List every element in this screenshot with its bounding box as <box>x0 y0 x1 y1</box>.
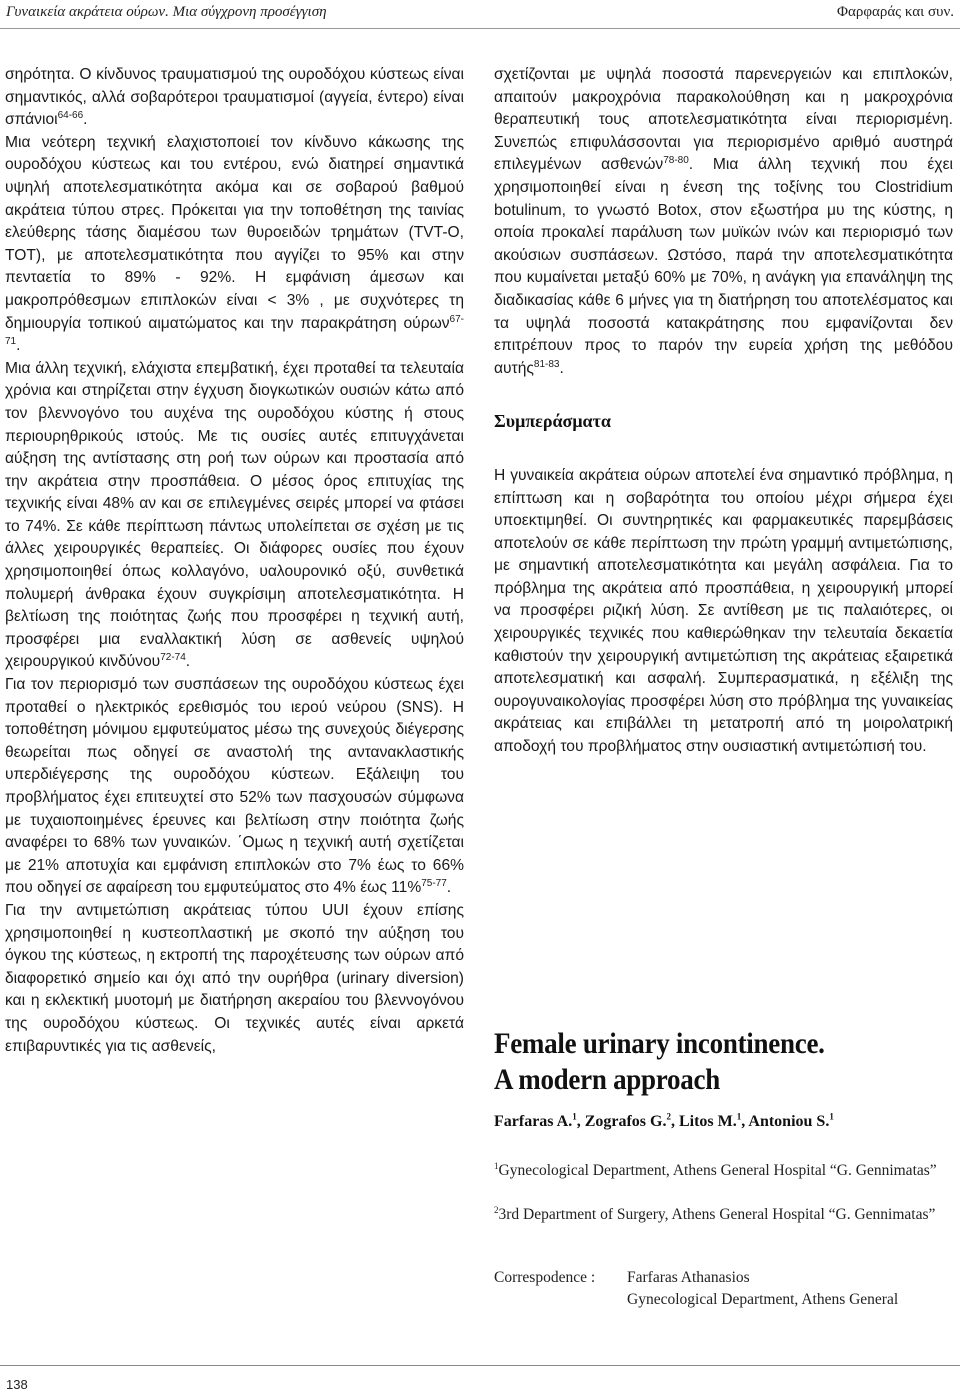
english-title <box>494 1026 908 1098</box>
citation: 72-74 <box>160 652 186 664</box>
author: Zografos G.$^2$, <box>584 1111 679 1130</box>
citation: 64-66 <box>57 110 84 121</box>
right-column <box>494 64 953 759</box>
running-authors: Φαρφαράς και συν. <box>837 4 954 20</box>
correspondence-department: Gynecological Department, Athens General <box>627 1291 899 1308</box>
citation: 78-80 <box>663 155 689 167</box>
running-header <box>0 0 960 24</box>
author: Antoniou S.$^1$ <box>748 1111 834 1130</box>
left-column <box>5 64 464 1058</box>
citation: 81-83 <box>533 358 560 370</box>
english-title-line: A modern approach <box>494 1063 720 1096</box>
paragraph: Η γυναικεία ακράτεια ούρων αποτελεί ένα σημαντικό πρόβλημα, η επίπτωση και η σοβαρότητα του οποίου μέχρι σήμερα έχει υποεκτιμηθεί. Οι συντηρητικές και φαρμακευτικές παρεμβάσεις αποτελούν σε κάθε περίπτωση την πρώτη γραμμή αντιμετώπισης, με σημαντική αποτελεσματικότητα και μεγάλη ασφάλεια. Για το πρόβλημα της ακράτεια από προσπάθεια, η χειρουργική μπορεί να προσφέρει ριζική λύση. Σε αντίθεση με τις παλαιότερες, οι χειρουργικές τεχνικές που καθιερώθηκαν την τελευταία δεκαετία καθιστούν την χειρουργική αντιμετώπιση της ακράτειας εξαιρετικά αποτελεσματική και ασφαλή. Συμπερασματικά, η εξέλιξη της ουρογυναικολογίας προσφέρει λύση στο πρόβλημα της γυναικείας ακράτειας και επιβάλλει τη μετατροπή από τη μοιρολατρική αποδοχή του προβλήματος στην ουσιαστική αντιμετώπισή του. <box>494 466 953 756</box>
english-title-line: Female urinary incontinence. <box>494 1027 825 1060</box>
running-title: Γυναικεία ακράτεια ούρων. Μια σύγχρονη προσέγγιση <box>6 4 327 20</box>
paragraph: Μια άλλη τεχνική, ελάχιστα επεμβατική, έχει προταθεί τα τελευταία χρόνια και στηρίζεται στην έγχυση διογκωτικών ουσιών κάτω από τον βλεννογόνο του αυχένα της ουροδόχου κύστης ή στους περιουρηθρικούς ιστούς. Με τις ουσίες αυτές επιτυγχάνεται αύξηση της αντίστασης στη ροή των ούρων και προστασία από την ακράτεια στην προσπάθεια. Ο μέσος όρος επιτυχίας της τεχνικής είναι 48% αν και σε επιλεγμένες σειρές μπορεί να φτάσει το 74%. Σε κάθε περίπτωση πάντως υπολείπεται σε σχέση με τις άλλες χειρουργικές θεραπείες. Οι διάφορες ουσίες που έχουν χρησιμοποιηθεί όπως κολλαγόνο, υαλουρονικό οξύ, συνθετικά πολυμερή άνθρακα έχουν συγκρίσιμη αποτελεσματικότητα. Η βελτίωση της ποιότητας ζωής που προσφέρει η τεχνική αυτή, προσφέρει μια εναλλακτική λύση σε ασθενείς υψηλού χειρουργικού κινδύνου$^{72-74}$. <box>5 359 464 671</box>
paragraph: Για την αντιμετώπιση ακράτειας τύπου UUI έχουν επίσης χρησιμοποιηθεί η κυστεοπλαστική με σκοπό την αύξηση του όγκου της κύστεως, η εκτροπή της παροχέτευσης των ούρων από διαφορετικό σημείο και όχι από την ουρήθρα (urinary diversion) και η εκλεκτική μυοτομή με διατήρηση ακεραίου του βλεννογόνου της ουροδόχου κύστεως. Οι τεχνικές αυτές είναι αρκετά επιβαρυντικές για τις ασθενείς, <box>5 901 464 1055</box>
citation: 67-71 <box>5 313 464 347</box>
citation: 75-77 <box>421 878 447 890</box>
section-heading-conclusions: Συμπεράσματα <box>494 411 611 432</box>
header-divider <box>0 28 960 29</box>
author: Farfaras A.$^1$, <box>494 1111 585 1130</box>
footer-divider <box>0 1365 960 1366</box>
correspondence-name: Farfaras Athanasios <box>627 1269 750 1286</box>
page-number: 138 <box>6 1377 28 1392</box>
author: Litos M.$^1$, <box>678 1111 749 1130</box>
affiliation-1: $^1$Gynecological Department, Athens General Hospital “G. Gennimatas” <box>494 1160 937 1179</box>
paragraph: Για τον περιορισμό των συσπάσεων της ουροδόχου κύστεως έχει προταθεί ο ηλεκτρικός ερεθισμός του ιερού νεύρου (SNS). Η τοποθέτηση μόνιμου εμφυτεύματος μέσω της συνεχούς διέγερσης θεωρείται πως οδηγεί σε αναστολή της αντανακλαστικής υπερδιέγερσης της ουροδόχου κύστεων. Εξάλειψη του προβλήματος έχει επιτευχτεί στο 52% των πασχουσών σύμφωνα με τυχαιοποιημένες έρευνες και βελτίωση στην ποιότητα ζωής αναφέρει το 68% των γυναικών. ΄Ομως η τεχνική αυτή σχετίζεται με 21% αποτυχία και εμφάνιση επιπλοκών στο 7% έως το 66% που οδηγεί σε αφαίρεση του εμφυτεύματος στο 4% έως 11%$^{75-77}$. <box>5 676 464 897</box>
paragraph: σηρότητα. Ο κίνδυνος τραυματισμού της ουροδόχου κύστεως είναι σημαντικός, αλλά σοβαρότεροι τραυματισμοί (αγγεία, έντερο) είναι σπάνιοι$^{64-66}$. <box>5 66 464 129</box>
affiliation-2: $^2$3rd Department of Surgery, Athens General Hospital “G. Gennimatas” <box>494 1204 936 1223</box>
paragraph: Μια νεότερη τεχνική ελαχιστοποιεί τον κίνδυνο κάκωσης της ουροδόχου κύστεως και του εντέρου, ενώ διατηρεί σημαντικά υψηλή αποτελεσματικότητα ακόμα και σε σοβαρού βαθμού ακράτεια τύπου στρες. Πρόκειται για την τοποθέτηση της ταινίας ελεύθερης τάσης διαμέσου των θυροειδών τρημάτων (TVT-O, TOT), με αποτελεσματικότητα που αγγίζει το 95% και στην πενταετία το 89% - 92%. Η εμφάνιση άμεσων και μακροπρόθεσμων επιπλοκών είναι < 3% , με συχνότερες τη δημιουργία τοπικού αιματώματος και την παρακράτηση ούρων$^{67-71}$. <box>5 133 464 355</box>
author-list <box>494 1113 834 1131</box>
correspondence-label: Correspodence : <box>494 1269 596 1286</box>
paragraph: σχετίζονται με υψηλά ποσοστά παρενεργειών και επιπλοκών, απαιτούν μακροχρόνια παρακολούθηση και η μακροχρόνια θεραπευτική τους αποτελεσματικότητα είναι περιορισμένη. Συνεπώς επιφυλάσσονται για περιορισμένο αριθμό αυστηρά επιλεγμένων ασθενών$^{78-80}$. Μια άλλη τεχνική που έχει χρησιμοποιηθεί είναι η ένεση της τοξίνης του Clostridium botulinum, το γνωστό Botox, στον εξωστήρα μυ της κύστης, η οποία προκαλεί παράλυση των μυϊκών ινών και περιορισμό των ακούσιων συσπάσεων. Ωστόσο, παρά την αποτελεσματικότητα που κυμαίνεται μεταξύ 60% με 70%, η ανάγκη για επανάληψη της διαδικασίας κάθε 6 μήνες για τη διατήρηση του αποτελέσματος και τα υψηλά ποσοστά κατακράτησης που εμφανίζονται δεν επιτρέπουν προς το παρόν την ευρεία χρήση της μεθόδου αυτής$^{81-83}$. <box>494 66 953 377</box>
